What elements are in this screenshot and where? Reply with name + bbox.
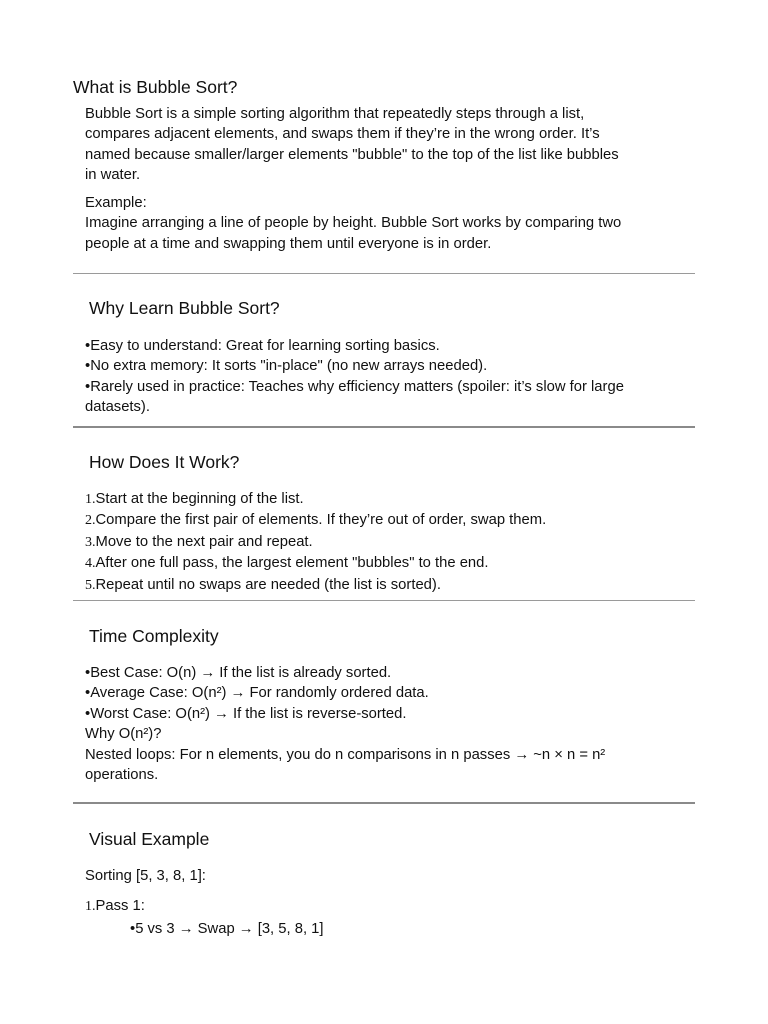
section-heading-visual-example: Visual Example (89, 829, 210, 849)
bullet-icon: • (130, 921, 136, 937)
steps-list (85, 489, 705, 596)
list-item: •Easy to understand: Great for learning sorting basics. (85, 338, 440, 354)
section-heading-what-is: What is Bubble Sort? (73, 77, 238, 97)
list-item: 5.Repeat until no swaps are needed (the list is sorted). (85, 576, 441, 593)
section-divider (73, 426, 695, 428)
section-heading-time-complexity: Time Complexity (89, 626, 219, 646)
list-item-continuation: datasets). (85, 399, 150, 416)
paragraph-line: in water. (85, 167, 141, 184)
pass-heading (85, 896, 145, 917)
list-item: 3.Move to the next pair and repeat. (85, 533, 313, 550)
example-label: Example: (85, 195, 147, 211)
paragraph-line: Bubble Sort is a simple sorting algorithm that repeatedly steps through a list, (85, 106, 585, 122)
section-heading-why-learn: Why Learn Bubble Sort? (89, 298, 280, 318)
step-number: 1. (85, 492, 96, 507)
why-learn-list (85, 336, 705, 418)
step-number: 2. (85, 513, 96, 529)
bullet-icon: • (85, 378, 91, 395)
pass-item: •5 vs 3 → Swap → [3, 5, 8, 1] (130, 921, 324, 937)
list-item: •Best Case: O(n) → If the list is already sorted. (85, 665, 392, 681)
list-item: •Rarely used in practice: Teaches why efficiency matters (spoiler: it’s slow for large (85, 378, 624, 395)
definition-paragraph (85, 104, 705, 186)
why-label: Why O(n²)? (85, 726, 162, 743)
paragraph-line: named because smaller/larger elements "bubble" to the top of the list like bubbles (85, 146, 619, 163)
list-item: •No extra memory: It sorts "in-place" (no new arrays needed). (85, 358, 488, 375)
section-divider (73, 273, 695, 274)
list-item: 4.After one full pass, the largest element "bubbles" to the end. (85, 555, 489, 572)
complexity-list (85, 663, 705, 785)
example-paragraph (85, 193, 705, 254)
bullet-icon: • (85, 358, 91, 375)
bullet-icon: • (85, 705, 91, 722)
pass-label: Pass 1: (95, 898, 145, 914)
list-item: 2.Compare the first pair of elements. If they’re out of order, swap them. (85, 512, 547, 529)
step-number: 3. (85, 534, 96, 550)
step-number: 4. (85, 556, 96, 572)
section-divider (73, 802, 695, 804)
explanation-line: operations. (85, 767, 159, 784)
pass-number: 1. (85, 899, 96, 914)
explanation-line: Nested loops: For n elements, you do n comparisons in n passes → ~n × n = n² (85, 746, 606, 763)
sorting-label: Sorting [5, 3, 8, 1]: (85, 868, 206, 884)
bullet-icon: • (85, 685, 91, 702)
example-line: Imagine arranging a line of people by height. Bubble Sort works by comparing two (85, 215, 622, 232)
step-number: 5. (85, 577, 96, 593)
list-item: •Average Case: O(n²) → For randomly ordered data. (85, 685, 429, 702)
list-item: •Worst Case: O(n²) → If the list is reverse-sorted. (85, 705, 407, 722)
section-divider (73, 600, 695, 601)
paragraph-line: compares adjacent elements, and swaps them if they’re in the wrong order. It’s (85, 126, 600, 143)
example-line: people at a time and swapping them until everyone is in order. (85, 235, 492, 252)
section-heading-how-it-works: How Does It Work? (89, 452, 240, 472)
list-item: 1.Start at the beginning of the list. (85, 491, 304, 507)
bullet-icon: • (85, 338, 91, 354)
bullet-icon: • (85, 665, 91, 681)
